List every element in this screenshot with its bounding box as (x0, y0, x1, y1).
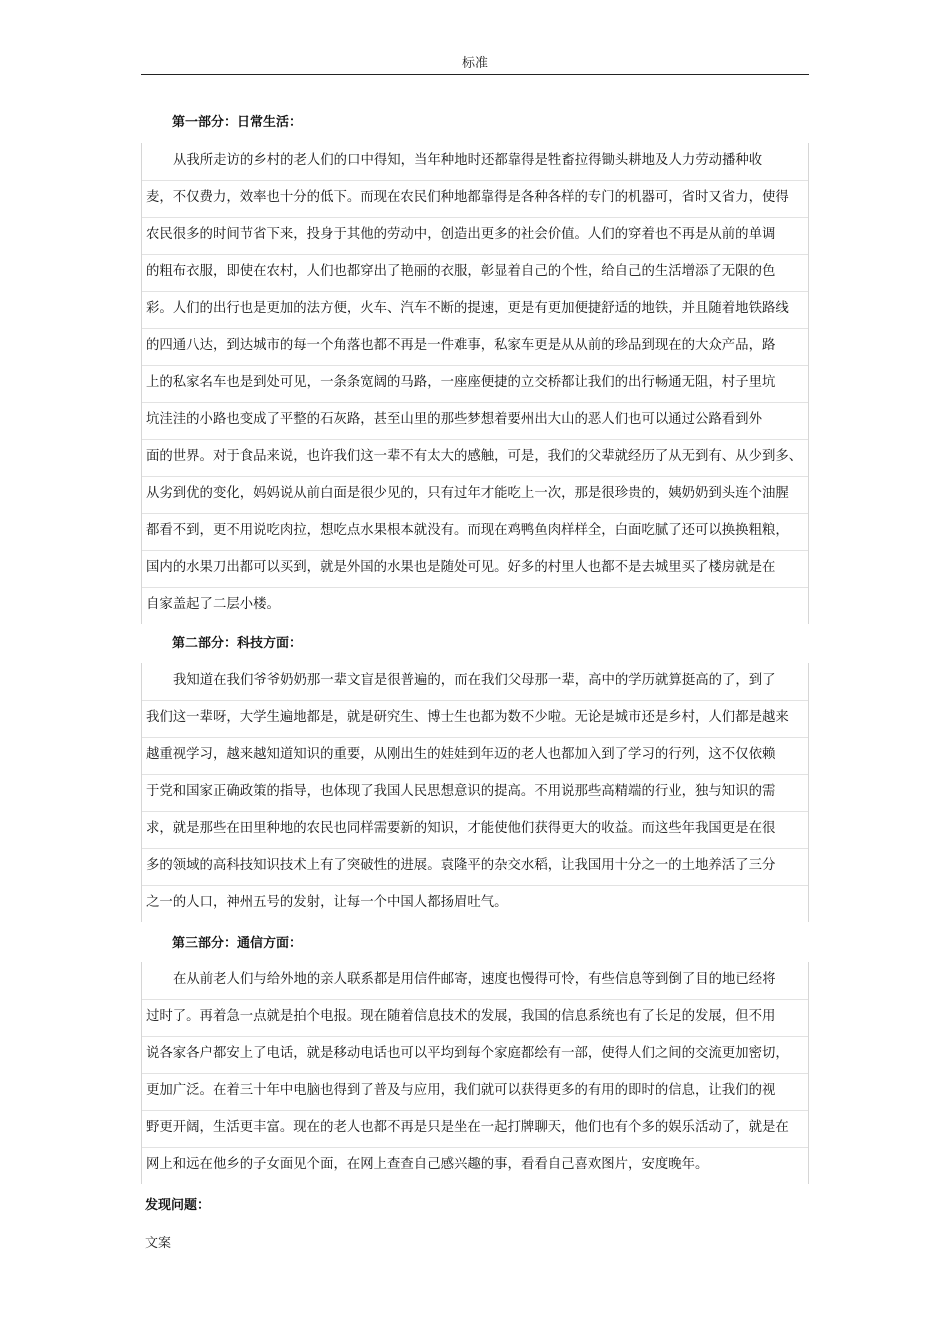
text-line (141, 885, 809, 922)
page-header (141, 56, 809, 75)
section-heading: 第三部分：通信方面： (172, 936, 303, 951)
text-line (141, 476, 809, 513)
section-body (141, 143, 809, 624)
closing-heading: 发现问题： (145, 1198, 211, 1213)
text-line-content: 我知道在我们爷爷奶奶那一辈文盲是很普遍的，而在我们父母那一辈，高中的学历就算挺高的了，到了 (173, 673, 776, 688)
page-footer (145, 1236, 171, 1252)
text-line (141, 1036, 809, 1073)
text-line-content: 说各家各户都安上了电话，就是移动电话也可以平均到每个家庭都绘有一部，使得人们之间的交流更加密切， (146, 1046, 789, 1061)
text-line-content: 多的领域的高科技知识技术上有了突破性的进展。袁隆平的杂交水稻，让我国用十分之一的土地养活了三分 (146, 858, 776, 873)
header-title: 标准 (461, 56, 488, 71)
text-line-content: 野更开阔，生活更丰富。现在的老人也都不再是只是坐在一起打牌聊天，他们也有个多的娱乐活动了，就是在 (146, 1120, 789, 1135)
text-line (141, 774, 809, 811)
text-line-content: 求，就是那些在田里种地的农民也同样需要新的知识，才能使他们获得更大的收益。而这些年我国更是在很 (146, 821, 776, 836)
text-line-content: 坑洼洼的小路也变成了平整的石灰路，甚至山里的那些梦想着要州出大山的恶人们也可以通过公路看到外 (146, 412, 762, 427)
text-line-content: 在从前老人们与给外地的亲人联系都是用信件邮寄，速度也慢得可怜，有些信息等到倒了目的地已经将 (173, 972, 776, 987)
text-line (141, 1147, 809, 1184)
text-line-content: 农民很多的时间节省下来，投身于其他的劳动中，创造出更多的社会价值。人们的穿着也不再是从前的单调 (146, 227, 776, 242)
text-line (141, 513, 809, 550)
text-line (141, 962, 809, 999)
text-line (141, 700, 809, 737)
section-body (141, 962, 809, 1184)
footer-label: 文案 (145, 1236, 172, 1251)
text-line (141, 811, 809, 848)
text-line-content: 从我所走访的乡村的老人们的口中得知，当年种地时还都靠得是牲畜拉得锄头耕地及人力劳动播种收 (173, 153, 763, 168)
section-body (141, 663, 809, 922)
text-line-content: 国内的水果刀出都可以买到，就是外国的水果也是随处可见。好多的村里人也都不是去城里买了楼房就是在 (146, 560, 776, 575)
text-line (141, 1073, 809, 1110)
text-line (141, 180, 809, 217)
text-line (141, 999, 809, 1036)
text-line (141, 402, 809, 439)
text-line-content: 自家盖起了二层小楼。 (146, 597, 280, 612)
text-line (141, 663, 809, 700)
text-line-content: 彩。人们的出行也是更加的法方便，火车、汽车不断的提速，更是有更加便捷舒适的地铁，并且随着地铁路线 (146, 301, 789, 316)
text-line-content: 麦，不仅费力，效率也十分的低下。而现在农民们种地都靠得是各种各样的专门的机器可，省时又省力，使得 (146, 190, 789, 205)
text-line (141, 217, 809, 254)
text-line-content: 都看不到，更不用说吃肉拉，想吃点水果根本就没有。而现在鸡鸭鱼肉样样全，白面吃腻了还可以换换粗粮， (146, 523, 789, 538)
text-line-content: 于党和国家正确政策的指导，也体现了我国人民思想意识的提高。不用说那些高精端的行业，独与知识的需 (146, 784, 776, 799)
text-line (141, 848, 809, 885)
text-line (141, 550, 809, 587)
text-line (141, 291, 809, 328)
text-line-content: 面的世界。对于食品来说，也许我们这一辈不有太大的感触，可是，我们的父辈就经历了从无到有、从少到多、 (146, 449, 803, 464)
text-line (141, 737, 809, 774)
text-line-content: 过时了。再着急一点就是拍个电报。现在随着信息技术的发展，我国的信息系统也有了长足的发展，但不用 (146, 1009, 776, 1024)
text-line-content: 越重视学习，越来越知道知识的重要，从刚出生的娃娃到年迈的老人也都加入到了学习的行列，这不仅依赖 (146, 747, 776, 762)
text-line (141, 587, 809, 624)
text-line (141, 1110, 809, 1147)
text-line (141, 143, 809, 180)
text-line-content: 的粗布衣服，即使在农村，人们也都穿出了艳丽的衣服，彰显着自己的个性，给自己的生活增添了无限的色 (146, 264, 776, 279)
text-line-content: 从劣到优的变化，妈妈说从前白面是很少见的，只有过年才能吃上一次，那是很珍贵的，姨奶奶到头连个油腥 (146, 486, 789, 501)
text-line (141, 439, 809, 476)
text-line-content: 之一的人口，神州五号的发射，让每一个中国人都扬眉吐气。 (146, 895, 508, 910)
text-line (141, 365, 809, 402)
text-line-content: 更加广泛。在着三十年中电脑也得到了普及与应用，我们就可以获得更多的有用的即时的信息，让我们的视 (146, 1083, 776, 1098)
text-line-content: 我们这一辈呀，大学生遍地都是，就是研究生、博士生也都为数不少啦。无论是城市还是乡村，人们都是越来 (146, 710, 789, 725)
text-line-content: 上的私家名车也是到处可见，一条条宽阔的马路，一座座便捷的立交桥都让我们的出行畅通无阻，村子里坑 (146, 375, 776, 390)
text-line (141, 254, 809, 291)
section-heading: 第一部分：日常生活： (172, 115, 303, 130)
text-line (141, 328, 809, 365)
text-line-content: 网上和远在他乡的子女面见个面，在网上查查自己感兴趣的事，看看自己喜欢图片，安度晚年。 (146, 1157, 709, 1172)
section-heading: 第二部分：科技方面： (172, 636, 303, 651)
text-line-content: 的四通八达，到达城市的每一个角落也都不再是一件难事，私家车更是从从前的珍品到现在的大众产品，路 (146, 338, 776, 353)
